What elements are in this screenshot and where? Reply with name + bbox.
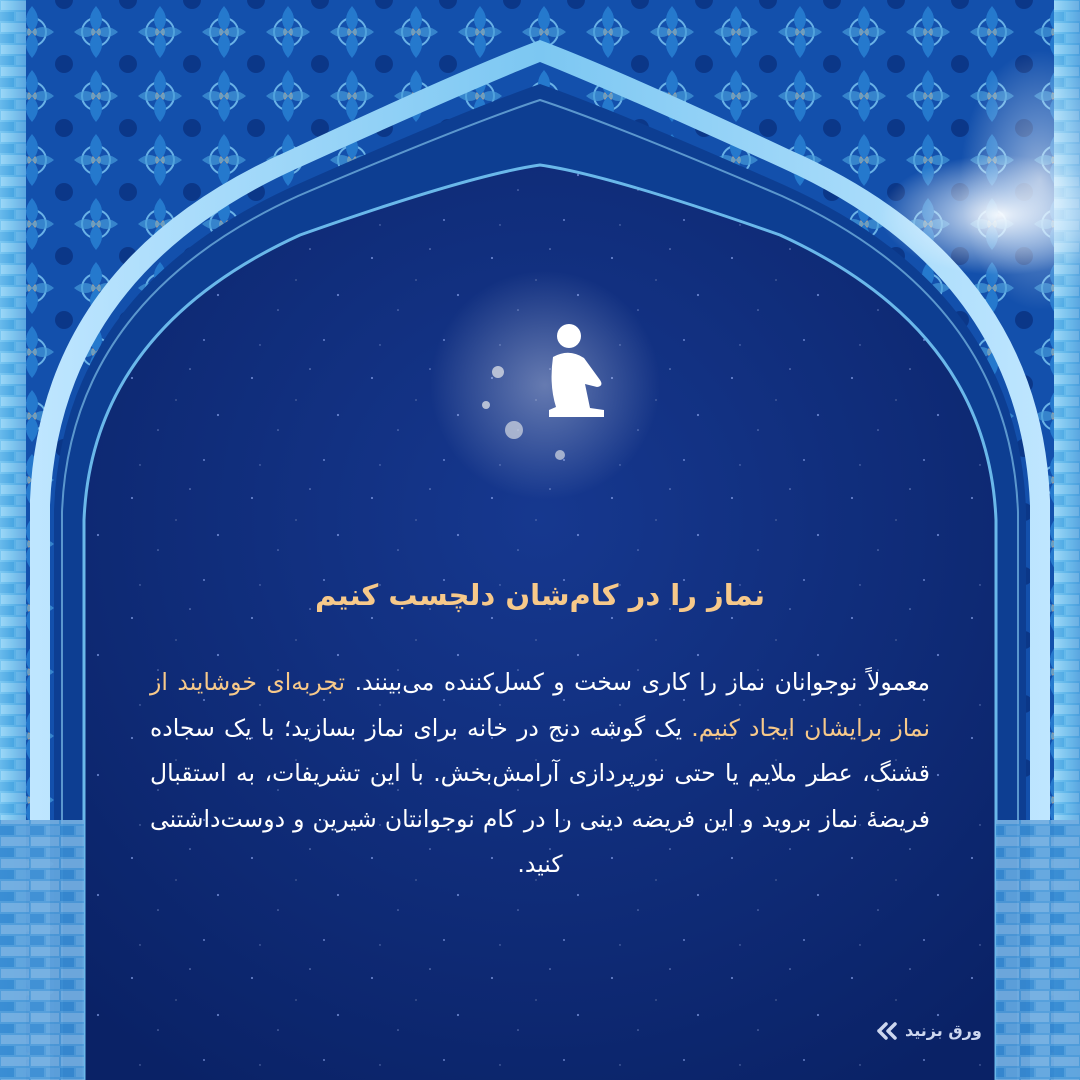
- body-lead: معمولاً نوجوانان نماز را کاری سخت و کسل‌کننده می‌بینند.: [354, 668, 930, 696]
- next-page-label: ورق بزنید: [905, 1021, 982, 1040]
- body-highlight: تجربه‌ای خوشایند از نماز برایشان ایجاد کنیم.: [150, 668, 930, 742]
- body-rest: یک گوشه دنج در خانه برای نماز بسازید؛ با یک سجاده قشنگ، عطر ملایم یا حتی نورپردازی آرامش‌بخش. با این تشریفات، به استقبال فریضهٔ نماز بروید و این فریضه دینی را در کام نوجوانتان شیرین و دوست‌داشتنی کنید.: [150, 713, 930, 878]
- crescent-moon-icon: [430, 270, 660, 500]
- body-text: [150, 660, 930, 888]
- next-page-button[interactable]: [876, 1021, 982, 1040]
- page-title: نماز را در کام‌شان دلچسب کنیم: [315, 578, 765, 612]
- double-chevron-left-icon: [876, 1022, 898, 1040]
